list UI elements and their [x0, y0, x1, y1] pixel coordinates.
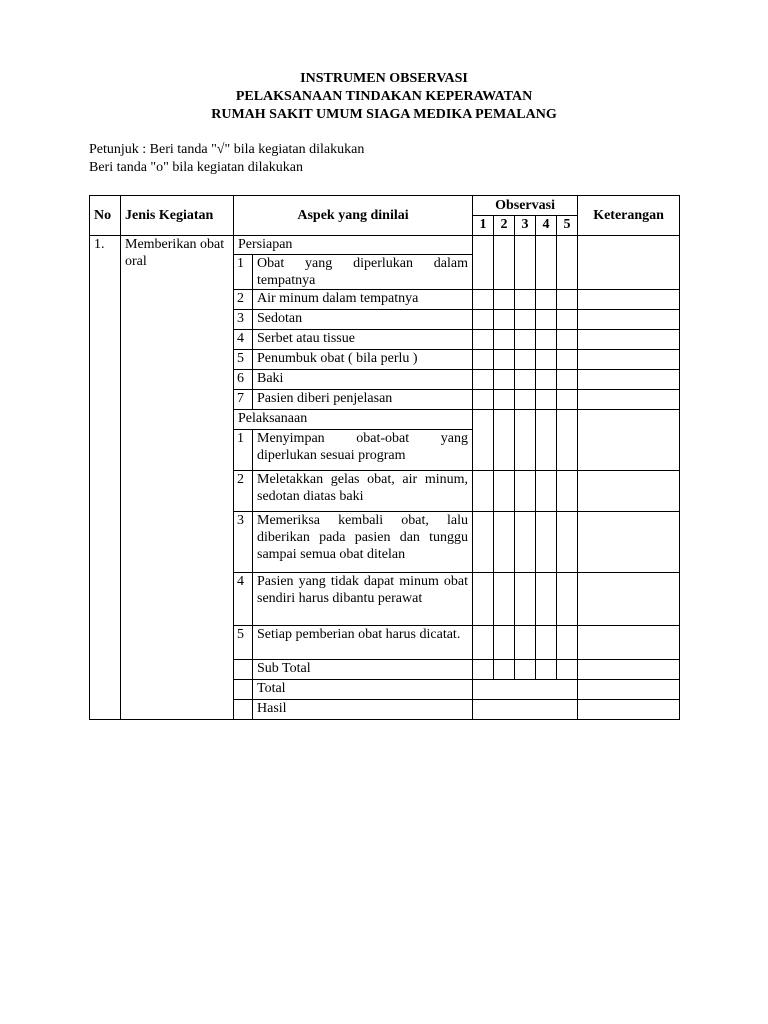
- observation-cell[interactable]: [536, 350, 557, 370]
- observation-cell[interactable]: [557, 660, 578, 680]
- observation-cell[interactable]: [536, 512, 557, 573]
- section-row: [90, 236, 680, 255]
- header-obs-2: 2: [494, 216, 515, 236]
- item-description: Sedotan: [253, 310, 473, 330]
- observation-cell[interactable]: [515, 236, 536, 255]
- instruction-line-2: Beri tanda "o" bila kegiatan dilakukan: [89, 160, 303, 175]
- observation-cell[interactable]: [494, 330, 515, 350]
- observation-cell[interactable]: [473, 350, 494, 370]
- observation-cell[interactable]: [515, 310, 536, 330]
- item-number: 2: [234, 471, 253, 512]
- item-description: Meletakkan gelas obat, air minum, sedotan diatas baki: [253, 471, 473, 512]
- keterangan-cell[interactable]: [578, 471, 680, 512]
- summary-label: Total: [253, 680, 473, 700]
- observation-cell[interactable]: [557, 512, 578, 573]
- observation-cell[interactable]: [536, 330, 557, 350]
- summary-index-cell: [234, 680, 253, 700]
- document-title: [0, 70, 768, 124]
- observation-cell[interactable]: [536, 410, 557, 430]
- keterangan-cell[interactable]: [578, 512, 680, 573]
- observation-cell[interactable]: [536, 430, 557, 471]
- observation-cell[interactable]: [494, 512, 515, 573]
- keterangan-cell[interactable]: [578, 430, 680, 471]
- summary-label: Hasil: [253, 700, 473, 720]
- keterangan-cell[interactable]: [578, 410, 680, 430]
- section-title: Pelaksanaan: [234, 410, 473, 430]
- observation-cell[interactable]: [473, 290, 494, 310]
- observation-cell[interactable]: [557, 573, 578, 626]
- observation-cell[interactable]: [473, 390, 494, 410]
- item-number: 3: [234, 512, 253, 573]
- row-jenis-kegiatan: Memberikan obat oral: [121, 236, 234, 720]
- observation-cell[interactable]: [557, 410, 578, 430]
- item-number: 5: [234, 350, 253, 370]
- keterangan-cell[interactable]: [578, 255, 680, 290]
- title-line-2: PELAKSANAAN TINDAKAN KEPERAWATAN: [235, 89, 533, 104]
- item-number: 5: [234, 626, 253, 660]
- item-number: 4: [234, 330, 253, 350]
- summary-observation-cell[interactable]: [473, 700, 578, 720]
- observation-cell[interactable]: [515, 290, 536, 310]
- item-description: Penumbuk obat ( bila perlu ): [253, 350, 473, 370]
- item-description: Air minum dalam tempatnya: [253, 290, 473, 310]
- observation-cell[interactable]: [473, 370, 494, 390]
- observation-cell[interactable]: [494, 626, 515, 660]
- item-number: 7: [234, 390, 253, 410]
- keterangan-cell[interactable]: [578, 700, 680, 720]
- observation-cell[interactable]: [536, 370, 557, 390]
- item-number: 4: [234, 573, 253, 626]
- item-number: 2: [234, 290, 253, 310]
- item-description: Menyimpan obat-obat yang diperlukan sesuai program: [253, 430, 473, 471]
- header-no: No: [90, 196, 121, 236]
- observation-cell[interactable]: [557, 390, 578, 410]
- observation-cell[interactable]: [473, 626, 494, 660]
- observation-cell[interactable]: [494, 410, 515, 430]
- observation-cell[interactable]: [494, 370, 515, 390]
- header-obs-3: 3: [515, 216, 536, 236]
- item-number: 3: [234, 310, 253, 330]
- keterangan-cell[interactable]: [578, 290, 680, 310]
- observation-cell[interactable]: [536, 390, 557, 410]
- observation-cell[interactable]: [473, 255, 494, 290]
- observation-cell[interactable]: [494, 660, 515, 680]
- observation-cell[interactable]: [494, 236, 515, 255]
- observation-cell[interactable]: [536, 236, 557, 255]
- observation-cell[interactable]: [473, 410, 494, 430]
- observation-cell[interactable]: [557, 330, 578, 350]
- summary-label: Sub Total: [253, 660, 473, 680]
- observation-cell[interactable]: [557, 236, 578, 255]
- observation-cell[interactable]: [515, 471, 536, 512]
- summary-index-cell: [234, 660, 253, 680]
- observation-cell[interactable]: [557, 626, 578, 660]
- observation-cell[interactable]: [536, 310, 557, 330]
- title-line-1: INSTRUMEN OBSERVASI: [300, 71, 468, 86]
- row-number: 1.: [90, 236, 121, 720]
- observation-cell[interactable]: [473, 310, 494, 330]
- observation-cell[interactable]: [536, 255, 557, 290]
- section-title: Persiapan: [234, 236, 473, 255]
- observation-cell[interactable]: [473, 573, 494, 626]
- observation-cell[interactable]: [473, 330, 494, 350]
- keterangan-cell[interactable]: [578, 573, 680, 626]
- observation-cell[interactable]: [494, 430, 515, 471]
- observation-cell[interactable]: [473, 512, 494, 573]
- item-description: Pasien diberi penjelasan: [253, 390, 473, 410]
- header-keterangan: Keterangan: [578, 196, 680, 236]
- observation-cell[interactable]: [473, 471, 494, 512]
- item-description: Serbet atau tissue: [253, 330, 473, 350]
- observation-cell[interactable]: [515, 255, 536, 290]
- observation-cell[interactable]: [515, 410, 536, 430]
- observation-cell[interactable]: [494, 350, 515, 370]
- keterangan-cell[interactable]: [578, 370, 680, 390]
- header-jenis-kegiatan: Jenis Kegiatan: [121, 196, 234, 236]
- observation-cell[interactable]: [557, 471, 578, 512]
- item-description: Pasien yang tidak dapat minum obat sendiri harus dibantu perawat: [253, 573, 473, 626]
- observation-cell[interactable]: [515, 390, 536, 410]
- item-number: 1: [234, 255, 253, 290]
- observation-cell[interactable]: [494, 290, 515, 310]
- observation-cell[interactable]: [536, 573, 557, 626]
- observation-cell[interactable]: [494, 471, 515, 512]
- observation-cell[interactable]: [473, 660, 494, 680]
- observation-cell[interactable]: [515, 512, 536, 573]
- observation-cell[interactable]: [557, 370, 578, 390]
- observation-cell[interactable]: [515, 573, 536, 626]
- observation-cell[interactable]: [557, 255, 578, 290]
- item-number: 1: [234, 430, 253, 471]
- observation-cell[interactable]: [494, 390, 515, 410]
- observation-cell[interactable]: [536, 660, 557, 680]
- item-description: Setiap pemberian obat harus dicatat.: [253, 626, 473, 660]
- header-obs-1: 1: [473, 216, 494, 236]
- title-line-3: RUMAH SAKIT UMUM SIAGA MEDIKA PEMALANG: [211, 107, 557, 122]
- observation-cell[interactable]: [473, 430, 494, 471]
- header-aspek: Aspek yang dinilai: [234, 196, 473, 236]
- keterangan-cell[interactable]: [578, 680, 680, 700]
- observation-cell[interactable]: [515, 626, 536, 660]
- observation-cell[interactable]: [515, 660, 536, 680]
- observation-cell[interactable]: [557, 310, 578, 330]
- observation-cell[interactable]: [557, 430, 578, 471]
- instructions: [89, 141, 364, 177]
- header-observasi: Observasi: [473, 196, 578, 216]
- observation-cell[interactable]: [536, 290, 557, 310]
- keterangan-cell[interactable]: [578, 236, 680, 255]
- keterangan-cell[interactable]: [578, 350, 680, 370]
- keterangan-cell[interactable]: [578, 330, 680, 350]
- observation-cell[interactable]: [494, 310, 515, 330]
- observation-cell[interactable]: [515, 430, 536, 471]
- header-row: [90, 196, 680, 216]
- summary-index-cell: [234, 700, 253, 720]
- keterangan-cell[interactable]: [578, 390, 680, 410]
- observation-cell[interactable]: [536, 626, 557, 660]
- item-description: Obat yang diperlukan dalam tempatnya: [253, 255, 473, 290]
- keterangan-cell[interactable]: [578, 660, 680, 680]
- observation-cell[interactable]: [515, 350, 536, 370]
- keterangan-cell[interactable]: [578, 310, 680, 330]
- observation-cell[interactable]: [515, 330, 536, 350]
- observation-cell[interactable]: [536, 471, 557, 512]
- observation-cell[interactable]: [473, 236, 494, 255]
- item-number: 6: [234, 370, 253, 390]
- observation-cell[interactable]: [557, 350, 578, 370]
- summary-observation-cell[interactable]: [473, 680, 578, 700]
- item-description: Memeriksa kembali obat, lalu diberikan pada pasien dan tunggu sampai semua obat ditelan: [253, 512, 473, 573]
- keterangan-cell[interactable]: [578, 626, 680, 660]
- observation-cell[interactable]: [494, 573, 515, 626]
- item-description: Baki: [253, 370, 473, 390]
- header-obs-4: 4: [536, 216, 557, 236]
- observation-cell[interactable]: [515, 370, 536, 390]
- observation-table: [89, 195, 680, 720]
- observation-cell[interactable]: [494, 255, 515, 290]
- instruction-line-1: Petunjuk : Beri tanda "√" bila kegiatan dilakukan: [89, 142, 365, 157]
- observation-cell[interactable]: [557, 290, 578, 310]
- header-obs-5: 5: [557, 216, 578, 236]
